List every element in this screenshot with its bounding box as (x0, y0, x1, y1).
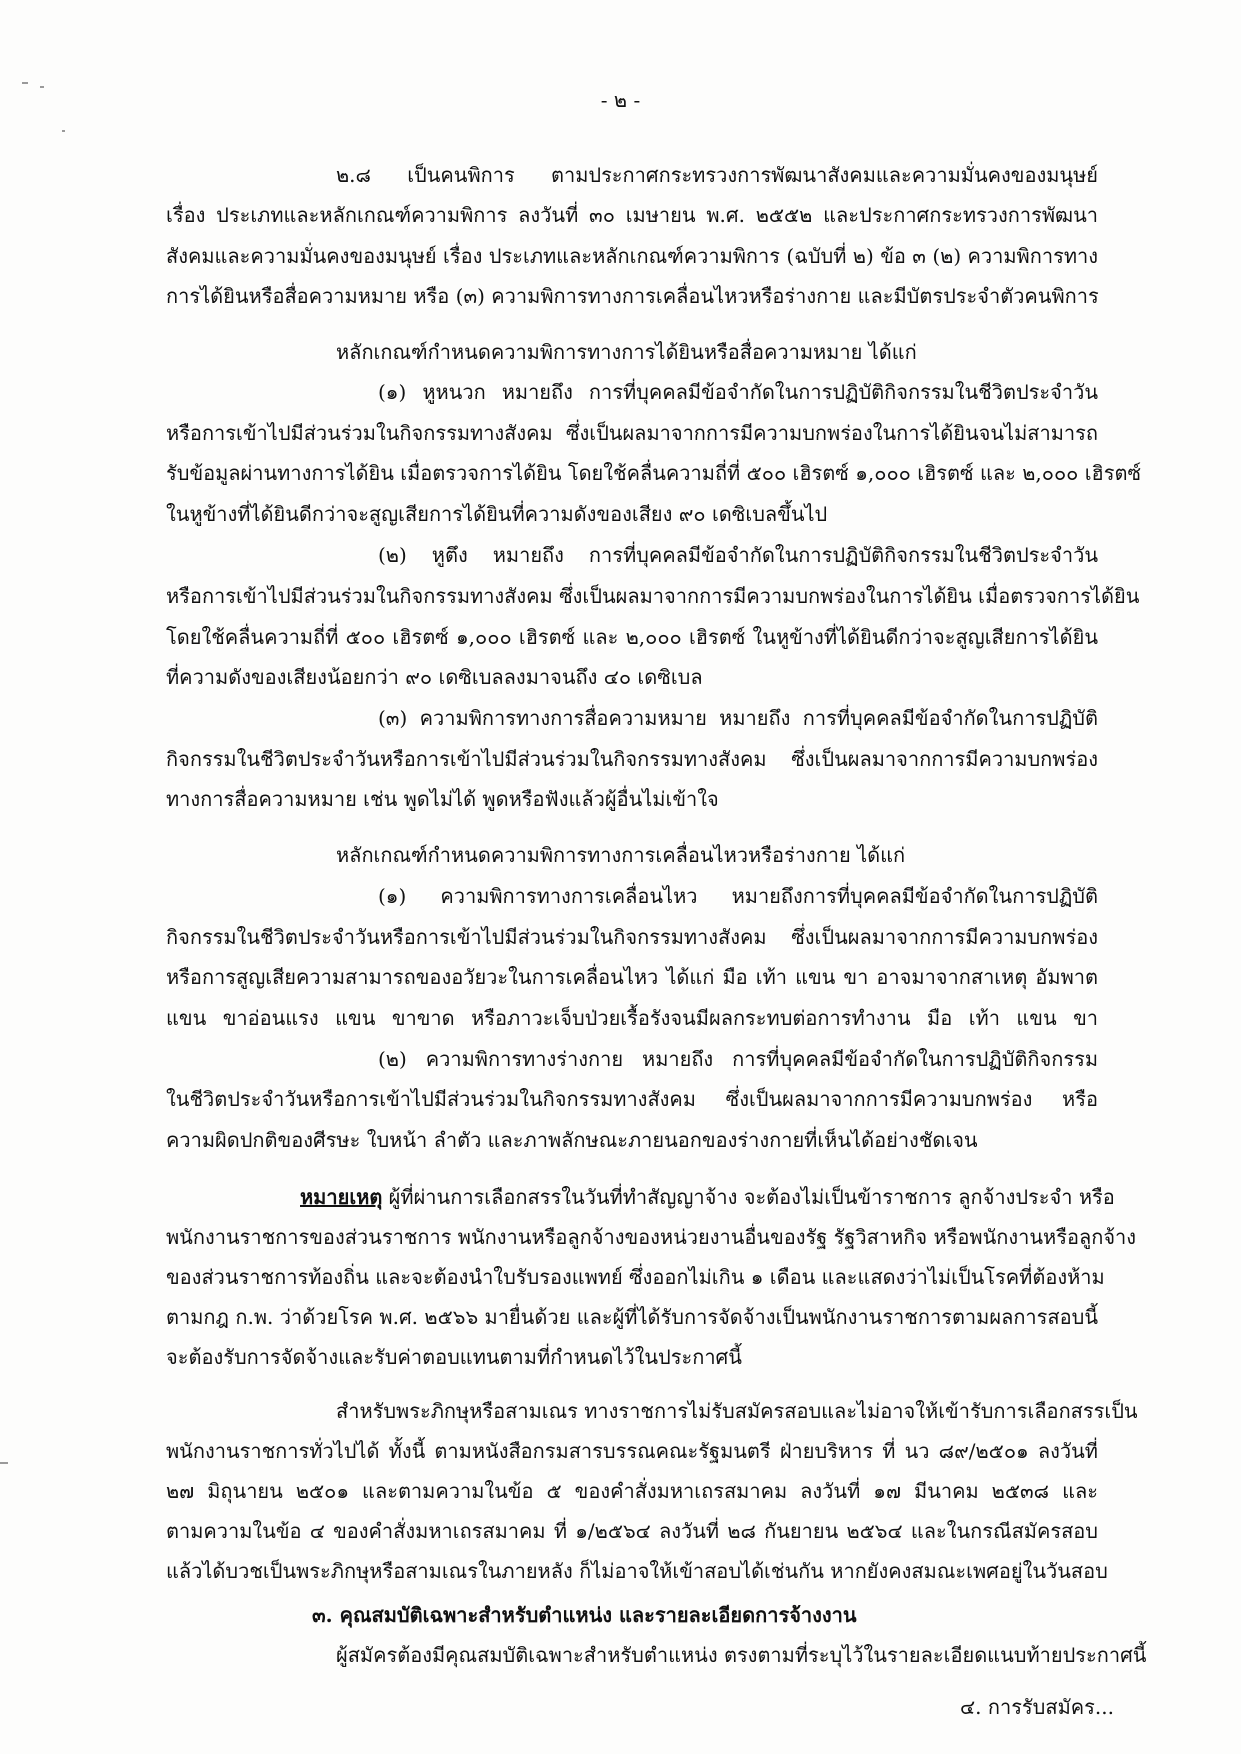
next-page-reference: ๔. การรับสมัคร... (960, 1695, 1114, 1719)
hearing-item-2-line-2: หรือการเข้าไปมีส่วนร่วมในกิจกรรมทางสังคม ซึ่งเป็นผลมาจากการมีความบกพร่องในการได้ยิน เมื่อตรวจการได้ยิน (166, 584, 1140, 608)
monk-clause-line-3: ๒๗ มิถุนายน ๒๕๐๑ และตามความในข้อ ๕ ของคำสั่งมหาเถรสมาคม ลงวันที่ ๑๗ มีนาคม ๒๕๓๘ และ (166, 1479, 1098, 1503)
section-3-text: ผู้สมัครต้องมีคุณสมบัติเฉพาะสำหรับตำแหน่ง ตรงตามที่ระบุไว้ในรายละเอียดแนบท้ายประกาศนี้ (336, 1643, 1147, 1667)
hearing-item-1-line-2: หรือการเข้าไปมีส่วนร่วมในกิจกรรมทางสังคม ซึ่งเป็นผลมาจากการมีความบกพร่องในการได้ยินจนไม่สามารถ (166, 421, 1098, 445)
remark-line-5: จะต้องรับการจัดจ้างและรับค่าตอบแทนตามที่กำหนดไว้ในประกาศนี้ (166, 1345, 742, 1369)
section-2-8-line-4: การได้ยินหรือสื่อความหมาย หรือ (๓) ความพิการทางการเคลื่อนไหวหรือร่างกาย และมีบัตรประจำตัวคนพิการ (166, 284, 1099, 308)
section-2-8-line-2: เรื่อง ประเภทและหลักเกณฑ์ความพิการ ลงวันที่ ๓๐ เมษายน พ.ศ. ๒๕๕๒ และประกาศกระทรวงการพัฒนา (166, 203, 1098, 227)
hearing-item-1-line-3: รับข้อมูลผ่านทางการได้ยิน เมื่อตรวจการได้ยิน โดยใช้คลื่นความถี่ที่ ๕๐๐ เฮิรตซ์ ๑,๐๐๐ เฮิรตซ์ และ ๒,๐๐๐ เฮิรตซ์ (166, 461, 1142, 485)
remark-label: หมายเหตุ (300, 1185, 383, 1209)
monk-clause-line-2: พนักงานราชการทั่วไปได้ ทั้งนี้ ตามหนังสือกรมสารบรรณคณะรัฐมนตรี ฝ่ายบริหาร ที่ นว ๘๙/๒๕๐๑ ลงวันที่ (166, 1439, 1098, 1463)
page-number: - ๒ - (600, 88, 641, 112)
hearing-criteria-heading: หลักเกณฑ์กำหนดความพิการทางการได้ยินหรือสื่อความหมาย ได้แก่ (336, 340, 917, 364)
mobility-item-2-line-2: ในชีวิตประจำวันหรือการเข้าไปมีส่วนร่วมในกิจกรรมทางสังคม ซึ่งเป็นผลมาจากการมีความบกพร่อง หรือ (166, 1087, 1098, 1111)
scan-mark (0, 1462, 8, 1464)
hearing-item-3-line-2: กิจกรรมในชีวิตประจำวันหรือการเข้าไปมีส่วนร่วมในกิจกรรมทางสังคม ซึ่งเป็นผลมาจากการมีความบกพร่อง (166, 747, 1098, 771)
monk-clause-line-5: แล้วได้บวชเป็นพระภิกษุหรือสามเณรในภายหลัง ก็ไม่อาจให้เข้าสอบได้เช่นกัน หากยังคงสมณะเพศอยู่ในวันสอบ (166, 1559, 1108, 1583)
hearing-item-1-line-1: (๑) หูหนวก หมายถึง การที่บุคคลมีข้อจำกัดในการปฏิบัติกิจกรรมในชีวิตประจำวัน (378, 380, 1098, 404)
mobility-item-1-line-3: หรือการสูญเสียความสามารถของอวัยวะในการเคลื่อนไหว ได้แก่ มือ เท้า แขน ขา อาจมาจากสาเหตุ อัมพาต (166, 965, 1098, 989)
scan-mark (62, 130, 65, 132)
hearing-item-2-line-1: (๒) หูตึง หมายถึง การที่บุคคลมีข้อจำกัดในการปฏิบัติกิจกรรมในชีวิตประจำวัน (378, 543, 1098, 567)
mobility-item-1-line-4: แขน ขาอ่อนแรง แขน ขาขาด หรือภาวะเจ็บป่วยเรื้อรังจนมีผลกระทบต่อการทำงาน มือ เท้า แขน ขา (166, 1006, 1098, 1030)
mobility-criteria-heading: หลักเกณฑ์กำหนดความพิการทางการเคลื่อนไหวหรือร่างกาย ได้แก่ (336, 843, 906, 867)
section-3-heading-visible: ๓. คุณสมบัติเฉพาะสำหรับตำแหน่ง และรายละเอียดการจ้างงาน (312, 1603, 857, 1627)
hearing-item-3-line-3: ทางการสื่อความหมาย เช่น พูดไม่ได้ พูดหรือฟังแล้วผู้อื่นไม่เข้าใจ (166, 787, 719, 811)
mobility-item-2-line-3: ความผิดปกติของศีรษะ ใบหน้า ลำตัว และภาพลักษณะภายนอกของร่างกายที่เห็นได้อย่างชัดเจน (166, 1128, 978, 1152)
mobility-item-1-line-1: (๑) ความพิการทางการเคลื่อนไหว หมายถึงการที่บุคคลมีข้อจำกัดในการปฏิบัติ (378, 884, 1098, 908)
remark-line-1 (300, 1182, 1115, 1212)
hearing-item-3-line-1: (๓) ความพิการทางการสื่อความหมาย หมายถึง การที่บุคคลมีข้อจำกัดในการปฏิบัติ (378, 706, 1098, 730)
remark-line-3: ของส่วนราชการท้องถิ่น และจะต้องนำใบรับรองแพทย์ ซึ่งออกไม่เกิน ๑ เดือน และแสดงว่าไม่เป็นโรคที่ต้องห้าม (166, 1265, 1105, 1289)
section-2-8-line-3: สังคมและความมั่นคงของมนุษย์ เรื่อง ประเภทและหลักเกณฑ์ความพิการ (ฉบับที่ ๒) ข้อ ๓ (๒) ความพิการทาง (166, 244, 1098, 268)
remark-first-line-text: ผู้ที่ผ่านการเลือกสรรในวันที่ทำสัญญาจ้าง จะต้องไม่เป็นข้าราชการ ลูกจ้างประจำ หรือ (382, 1185, 1115, 1209)
remark-line-2: พนักงานราชการของส่วนราชการ พนักงานหรือลูกจ้างของหน่วยงานอื่นของรัฐ รัฐวิสาหกิจ หรือพนักงานหรือลูกจ้าง (166, 1225, 1137, 1249)
hearing-item-2-line-3: โดยใช้คลื่นความถี่ที่ ๕๐๐ เฮิรตซ์ ๑,๐๐๐ เฮิรตซ์ และ ๒,๐๐๐ เฮิรตซ์ ในหูข้างที่ได้ยินดีกว่าจะสูญเสียการได้ยิน (166, 625, 1098, 649)
monk-clause-line-4: ตามความในข้อ ๔ ของคำสั่งมหาเถรสมาคม ที่ ๑/๒๕๖๔ ลงวันที่ ๒๘ กันยายน ๒๕๖๔ และในกรณีสมัครสอบ (166, 1519, 1098, 1543)
hearing-item-1-line-4: ในหูข้างที่ได้ยินดีกว่าจะสูญเสียการได้ยินที่ความดังของเสียง ๙๐ เดซิเบลขึ้นไป (166, 502, 828, 526)
mobility-item-1-line-2: กิจกรรมในชีวิตประจำวันหรือการเข้าไปมีส่วนร่วมในกิจกรรมทางสังคม ซึ่งเป็นผลมาจากการมีความบกพร่อง (166, 925, 1098, 949)
monk-clause-line-1: สำหรับพระภิกษุหรือสามเณร ทางราชการไม่รับสมัครสอบและไม่อาจให้เข้ารับการเลือกสรรเป็น (336, 1399, 1138, 1423)
hearing-item-2-line-4: ที่ความดังของเสียงน้อยกว่า ๙๐ เดซิเบลลงมาจนถึง ๔๐ เดซิเบล (166, 665, 703, 689)
section-2-8-line-1: ๒.๘ เป็นคนพิการ ตามประกาศกระทรวงการพัฒนาสังคมและความมั่นคงของมนุษย์ (336, 163, 1098, 187)
mobility-item-2-line-1: (๒) ความพิการทางร่างกาย หมายถึง การที่บุคคลมีข้อจำกัดในการปฏิบัติกิจกรรม (378, 1047, 1098, 1071)
remark-line-4: ตามกฎ ก.พ. ว่าด้วยโรค พ.ศ. ๒๕๖๖ มายื่นด้วย และผู้ที่ได้รับการจัดจ้างเป็นพนักงานราชการตามผลการสอบนี้ (166, 1305, 1098, 1329)
